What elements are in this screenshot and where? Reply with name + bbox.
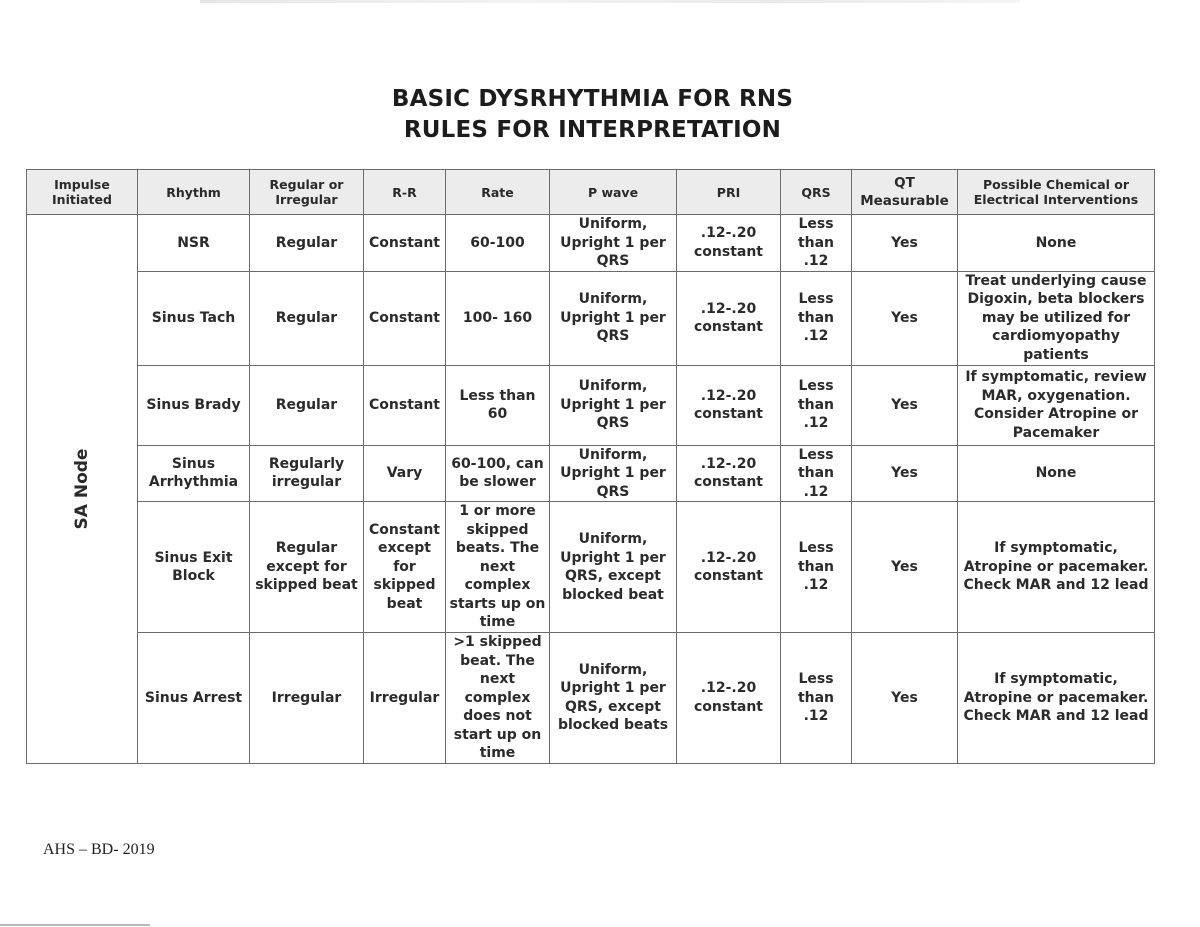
cell-pri: .12-.20 constant: [677, 502, 781, 633]
cell-rhythm: Sinus Exit Block: [138, 502, 250, 633]
cell-interventions: If symptomatic, Atropine or pacemaker. Check MAR and 12 lead: [958, 633, 1155, 764]
cell-rhythm: Sinus Arrest: [138, 633, 250, 764]
table-row: [27, 215, 1155, 272]
cell-pwave: Uniform, Upright 1 per QRS: [550, 271, 677, 365]
cell-interventions: If symptomatic, review MAR, oxygenation. Consider Atropine or Pacemaker: [958, 365, 1155, 445]
cell-rhythm: Sinus Brady: [138, 365, 250, 445]
cell-pwave: Uniform, Upright 1 per QRS: [550, 365, 677, 445]
cell-qt: Yes: [852, 271, 958, 365]
cell-rhythm: NSR: [138, 215, 250, 272]
cell-qrs: Less than .12: [781, 365, 852, 445]
cell-pri: .12-.20 constant: [677, 445, 781, 502]
cell-rr: Irregular: [364, 633, 446, 764]
cell-rr: Constant: [364, 271, 446, 365]
cell-regularity: Regularly irregular: [250, 445, 364, 502]
cell-qt: Yes: [852, 365, 958, 445]
cell-qrs: Less than .12: [781, 215, 852, 272]
header-regularity: Regular or Irregular: [250, 170, 364, 215]
cell-rr: Constant: [364, 215, 446, 272]
cell-rhythm: Sinus Tach: [138, 271, 250, 365]
header-impulse: Impulse Initiated: [27, 170, 138, 215]
header-row: [27, 170, 1155, 215]
cell-regularity: Regular except for skipped beat: [250, 502, 364, 633]
cell-qt: Yes: [852, 215, 958, 272]
cell-rate: 60-100, can be slower: [446, 445, 550, 502]
cell-qt: Yes: [852, 633, 958, 764]
cell-pri: .12-.20 constant: [677, 365, 781, 445]
header-rhythm: Rhythm: [138, 170, 250, 215]
cell-interventions: None: [958, 215, 1155, 272]
header-pri: PRI: [677, 170, 781, 215]
table-row: [27, 271, 1155, 365]
cell-pwave: Uniform, Upright 1 per QRS: [550, 445, 677, 502]
document-title: [0, 84, 1185, 146]
cell-qrs: Less than .12: [781, 502, 852, 633]
cell-regularity: Regular: [250, 365, 364, 445]
cell-regularity: Regular: [250, 215, 364, 272]
cell-qt: Yes: [852, 445, 958, 502]
header-rate: Rate: [446, 170, 550, 215]
header-rr: R-R: [364, 170, 446, 215]
header-interventions: Possible Chemical or Electrical Interventions: [958, 170, 1155, 215]
cell-pri: .12-.20 constant: [677, 271, 781, 365]
title-line-2: RULES FOR INTERPRETATION: [403, 117, 782, 143]
table-row: [27, 633, 1155, 764]
cell-rhythm: Sinus Arrhythmia: [138, 445, 250, 502]
cell-qrs: Less than .12: [781, 633, 852, 764]
cell-pri: .12-.20 constant: [677, 633, 781, 764]
cell-regularity: Regular: [250, 271, 364, 365]
cell-interventions: If symptomatic, Atropine or pacemaker. Check MAR and 12 lead: [958, 502, 1155, 633]
cell-pri: .12-.20 constant: [677, 215, 781, 272]
scan-edge-top: [200, 0, 1020, 3]
cell-rate: 100- 160: [446, 271, 550, 365]
title-line-1: BASIC DYSRHYTHMIA FOR RNS: [391, 86, 794, 112]
header-qt: QT Measurable: [852, 170, 958, 215]
cell-qrs: Less than .12: [781, 271, 852, 365]
cell-pwave: Uniform, Upright 1 per QRS: [550, 215, 677, 272]
cell-rr: Vary: [364, 445, 446, 502]
cell-rate: 1 or more skipped beats. The next complex starts up on time: [446, 502, 550, 633]
cell-rr: Constant except for skipped beat: [364, 502, 446, 633]
cell-qt: Yes: [852, 502, 958, 633]
cell-interventions: None: [958, 445, 1155, 502]
cell-rate: Less than 60: [446, 365, 550, 445]
scan-edge-bottom: [0, 924, 150, 926]
table-row: [27, 445, 1155, 502]
cell-rate: 60-100: [446, 215, 550, 272]
cell-qrs: Less than .12: [781, 445, 852, 502]
table-row: [27, 365, 1155, 445]
cell-regularity: Irregular: [250, 633, 364, 764]
cell-rr: Constant: [364, 365, 446, 445]
cell-pwave: Uniform, Upright 1 per QRS, except blocked beats: [550, 633, 677, 764]
table-row: [27, 502, 1155, 633]
dysrhythmia-table: [26, 169, 1155, 764]
cell-rate: >1 skipped beat. The next complex does not start up on time: [446, 633, 550, 764]
impulse-group-label: SA Node: [71, 448, 92, 530]
header-qrs: QRS: [781, 170, 852, 215]
footer-code: AHS – BD- 2019: [43, 841, 155, 858]
cell-pwave: Uniform, Upright 1 per QRS, except blocked beat: [550, 502, 677, 633]
header-pwave: P wave: [550, 170, 677, 215]
cell-interventions: Treat underlying cause Digoxin, beta blockers may be utilized for cardiomyopathy patients: [958, 271, 1155, 365]
impulse-group-cell: [27, 215, 138, 764]
